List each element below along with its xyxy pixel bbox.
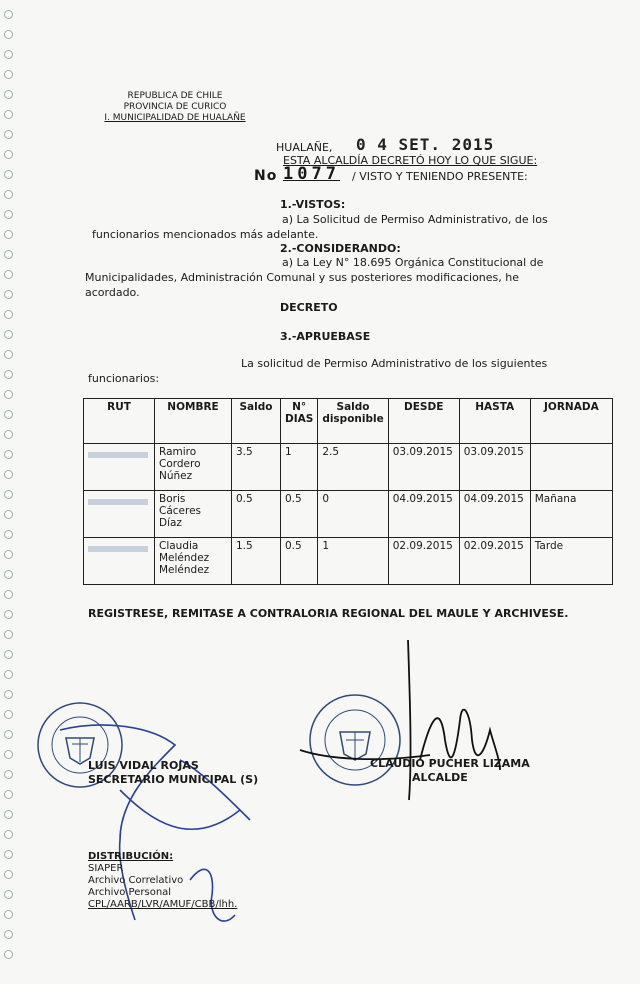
closing-line: REGISTRESE, REMITASE A CONTRALORIA REGIONAL DEL MAULE Y ARCHIVESE. bbox=[88, 607, 569, 620]
dias-cell: 0.5 bbox=[281, 491, 318, 538]
decree-number: 1077 bbox=[283, 164, 340, 184]
apruebase-text-1: La solicitud de Permiso Administrativo de los siguientes bbox=[241, 357, 548, 370]
province-label: PROVINCIA DE CURICO bbox=[123, 102, 227, 112]
date-stamp: 0 4 SET. 2015 bbox=[356, 135, 495, 154]
secretary-title: SECRETARIO MUNICIPAL (S) bbox=[88, 773, 259, 786]
distribution-item: Archivo Correlativo bbox=[88, 875, 184, 886]
considerando-text-3: acordado. bbox=[85, 286, 140, 299]
decreto-title: DECRETO bbox=[280, 301, 338, 314]
dias-cell: 0.5 bbox=[281, 538, 318, 585]
mayor-signature-icon bbox=[300, 640, 500, 800]
vistos-title: 1.-VISTOS: bbox=[280, 198, 346, 211]
apruebase-text-2: funcionarios: bbox=[88, 372, 160, 385]
col-desde: DESDE bbox=[388, 399, 459, 444]
apruebase-title: 3.-APRUEBASE bbox=[280, 330, 371, 343]
col-jornada: JORNADA bbox=[530, 399, 612, 444]
desde-cell: 03.09.2015 bbox=[388, 444, 459, 491]
saldo-cell: 1.5 bbox=[232, 538, 281, 585]
nombre-cell: Ramiro Cordero Núñez bbox=[155, 444, 232, 491]
nombre-cell: Claudia Meléndez Meléndez bbox=[155, 538, 232, 585]
col-hasta: HASTA bbox=[459, 399, 530, 444]
distribution-item: Archivo Personal bbox=[88, 887, 172, 898]
saldo-cell: 0.5 bbox=[232, 491, 281, 538]
vistos-text-2: funcionarios mencionados más adelante. bbox=[92, 228, 319, 241]
number-prefix: No bbox=[254, 168, 278, 184]
desde-cell: 02.09.2015 bbox=[388, 538, 459, 585]
distribution-title: DISTRIBUCIÓN: bbox=[88, 851, 174, 862]
desde-cell: 04.09.2015 bbox=[388, 491, 459, 538]
col-dias: N° DIAS bbox=[281, 399, 318, 444]
vistos-text-1: a) La Solicitud de Permiso Administrativo, de los bbox=[282, 213, 548, 226]
hasta-cell: 04.09.2015 bbox=[459, 491, 530, 538]
disponible-cell: 1 bbox=[318, 538, 388, 585]
distribution-item: SIAPER bbox=[88, 863, 124, 874]
hasta-cell: 03.09.2015 bbox=[459, 444, 530, 491]
considerando-text-1: a) La Ley N° 18.695 Orgánica Constitucional de bbox=[282, 256, 544, 269]
disponible-cell: 2.5 bbox=[318, 444, 388, 491]
republic-label: REPUBLICA DE CHILE bbox=[127, 91, 223, 101]
dias-cell: 1 bbox=[281, 444, 318, 491]
municipality-label: I. MUNICIPALIDAD DE HUALAÑE bbox=[104, 113, 246, 123]
considerando-text-2: Municipalidades, Administración Comunal y sus posteriores modificaciones, he bbox=[85, 271, 519, 284]
considerando-title: 2.-CONSIDERANDO: bbox=[280, 242, 401, 255]
col-saldo: Saldo bbox=[232, 399, 281, 444]
saldo-cell: 3.5 bbox=[232, 444, 281, 491]
visto-line: / VISTO Y TENIENDO PRESENTE: bbox=[352, 170, 528, 183]
decree-line: ESTA ALCALDÍA DECRETÓ HOY LO QUE SIGUE: bbox=[283, 154, 538, 167]
nombre-cell: Boris Cáceres Díaz bbox=[155, 491, 232, 538]
hasta-cell: 02.09.2015 bbox=[459, 538, 530, 585]
mayor-title: ALCALDE bbox=[412, 771, 468, 784]
col-rut: RUT bbox=[84, 399, 155, 444]
mayor-name: CLAUDIO PUCHER LIZAMA bbox=[370, 757, 530, 770]
distribution-item: CPL/AARB/LVR/AMUF/CBB/lhh. bbox=[88, 899, 238, 910]
jornada-cell: Tarde bbox=[530, 538, 612, 585]
distribution-block bbox=[88, 851, 237, 911]
place-label: HUALAÑE, bbox=[276, 141, 333, 154]
col-nombre: NOMBRE bbox=[155, 399, 232, 444]
secretary-name: LUIS VIDAL ROJAS bbox=[88, 759, 199, 772]
disponible-cell: 0 bbox=[318, 491, 388, 538]
mayor-seal-icon bbox=[310, 695, 400, 785]
col-disponible: Saldo disponible bbox=[318, 399, 388, 444]
jornada-cell: Mañana bbox=[530, 491, 612, 538]
